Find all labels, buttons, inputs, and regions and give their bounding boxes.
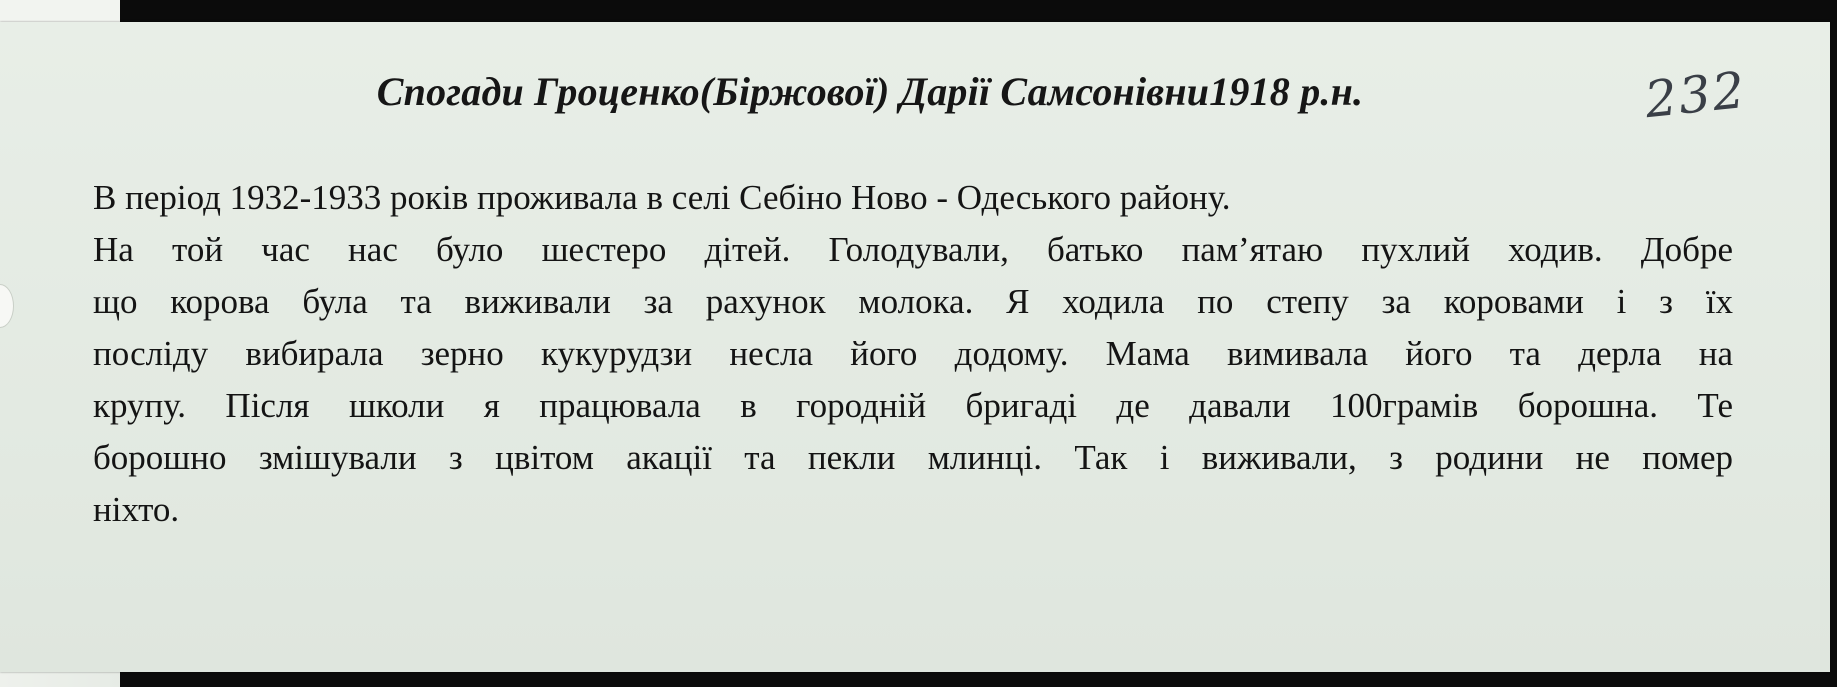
document-body [93,172,1733,536]
body-line: крупу. Після школи я працювала в городній бригаді де давали 100грамів борошна. Те [93,386,1733,425]
body-line: На той час нас було шестеро дітей. Голодували, батько пам’ятаю пухлий ходив. Добре [93,230,1733,269]
punch-hole [0,284,14,328]
handwritten-page-number: 232 [1642,60,1750,130]
body-line: посліду вибирала зерно кукурудзи несла його додому. Мама вимивала його та дерла на [93,334,1733,373]
body-line: що корова була та виживали за рахунок молока. Я ходила по степу за коровами і з їх [93,282,1733,321]
paper-card [0,22,1830,672]
body-line: борошно змішували з цвітом акації та пекли млинці. Так і виживали, з родини не помер [93,438,1733,477]
body-line: ніхто. [93,490,180,529]
body-line: В період 1932-1933 років проживала в селі Себіно Ново - Одеського району. [93,178,1231,217]
document-title: Спогади Гроценко(Біржової) Дарії Самсонівни1918 р.н. [376,69,1364,114]
